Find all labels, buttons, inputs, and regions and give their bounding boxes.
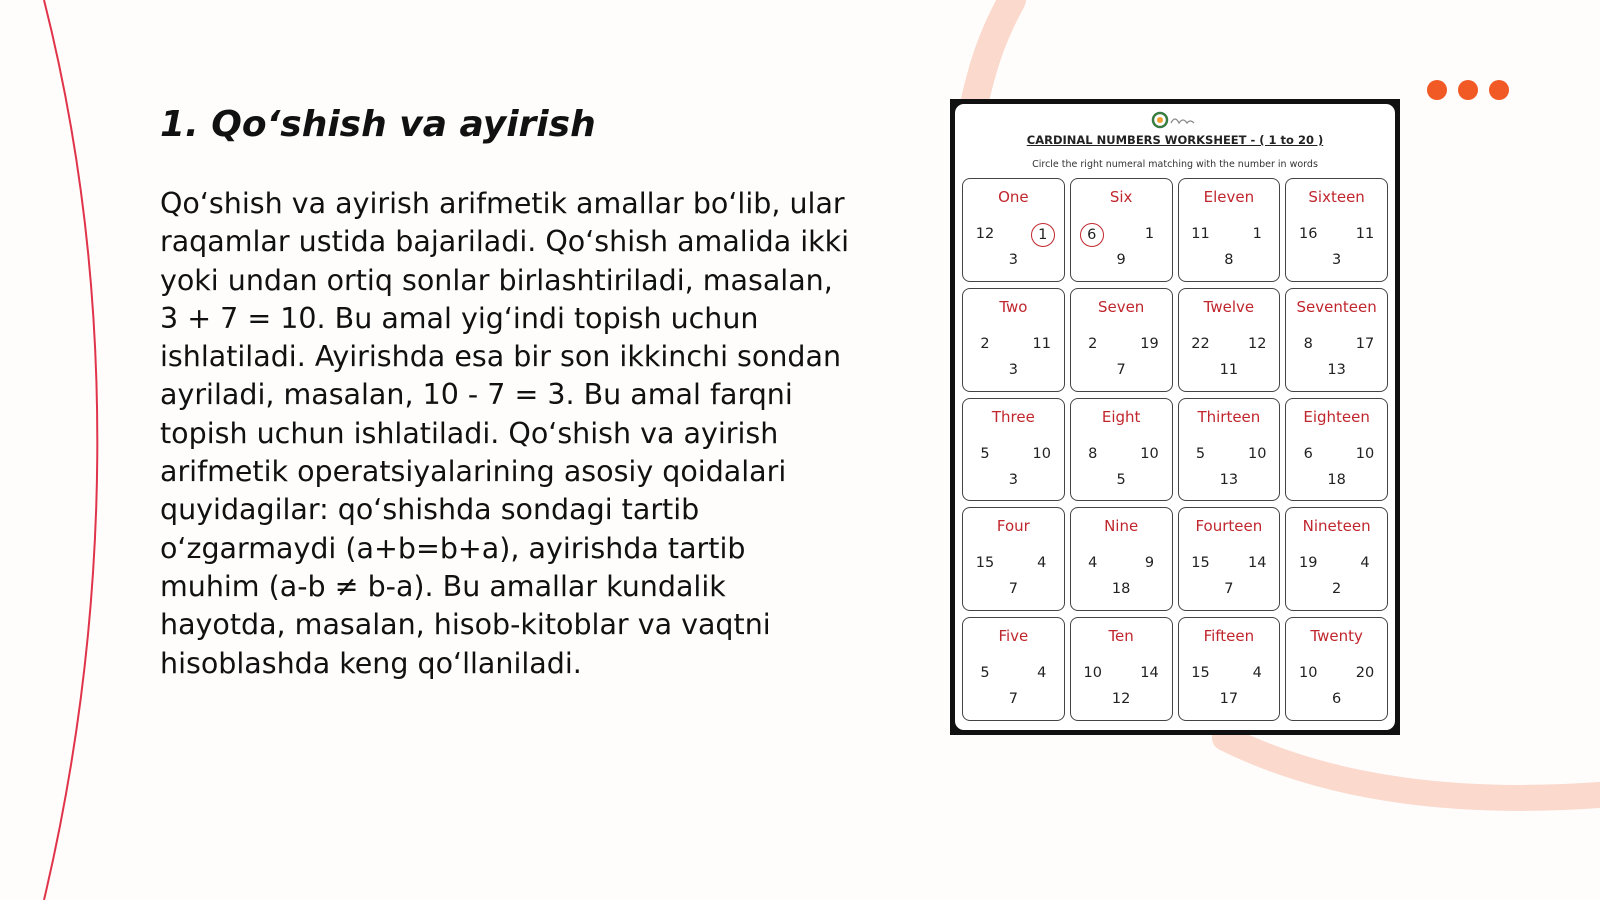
worksheet-image	[950, 99, 1400, 735]
cell-number-right: 17	[1355, 335, 1375, 352]
cell-number-bottom: 7	[1008, 581, 1018, 598]
worksheet-cell	[962, 617, 1065, 721]
cell-word: Twenty	[1310, 627, 1363, 646]
cell-number-left: 6	[1080, 223, 1104, 247]
worksheet-logo-icon	[1151, 111, 1197, 129]
cell-number-right: 10	[1032, 445, 1051, 462]
dot	[1489, 80, 1509, 100]
cell-number-bottom: 11	[1219, 361, 1239, 378]
cell-word: Fourteen	[1195, 517, 1263, 536]
bottom-arc	[1225, 738, 1600, 798]
cell-word: Nine	[1104, 517, 1139, 536]
cell-number-right: 12	[1248, 335, 1267, 352]
cell-number-bottom: 3	[1008, 361, 1018, 378]
cell-word: Three	[991, 407, 1035, 426]
cell-word: Two	[999, 297, 1028, 316]
cell-number-right: 4	[1252, 665, 1262, 682]
worksheet-cell	[1070, 398, 1173, 502]
worksheet-cell	[1070, 178, 1173, 282]
cell-word: Sixteen	[1308, 188, 1365, 206]
worksheet-instruction: Circle the right numeral matching with the number in words	[1032, 159, 1318, 170]
cell-word: Five	[998, 627, 1029, 646]
cell-number-right: 9	[1144, 555, 1155, 572]
cell-number-right: 4	[1037, 665, 1047, 682]
cell-number-right: 20	[1355, 665, 1375, 682]
cell-number-right: 4	[1037, 555, 1047, 572]
cell-number-bottom: 17	[1219, 691, 1239, 708]
cell-word: One	[998, 188, 1029, 206]
cell-number-right: 19	[1140, 335, 1159, 352]
worksheet-cell	[1285, 288, 1388, 392]
worksheet-cell	[1070, 288, 1173, 392]
cell-number-left: 11	[1191, 226, 1210, 242]
slide-body-text: Qo‘shish va ayirish arifmetik amallar bo‘lib, ular raqamlar ustida bajariladi. Qo‘shish amalida ikki yoki undan ortiq sonlar birlashtiriladi, masalan, 3 + 7 = 10. Bu amal yig‘indi topish uchun ishlatiladi. Ayirishda esa bir son ikkinchi sondan ayriladi, masalan, 10 - 7 = 3. Bu amal farqni topish uchun ishlatiladi. Qo‘shish va ayirish arifmetik operatsiyalarining asosiy qoidalari quyidagilar: qo‘shishda sondagi tartib o‘zgarmaydi (a+b=b+a), ayirishda tartib muhim (a-b ≠ b-a). Bu amallar kundalik hayotda, masalan, hisob-kitoblar va vaqtni hisoblashda keng qo‘llaniladi.	[160, 187, 850, 680]
slide-title: 1. Qo‘shish va ayirish	[160, 104, 596, 145]
cell-number-right: 11	[1032, 335, 1051, 352]
cell-word: Four	[996, 517, 1030, 536]
cell-number-bottom: 6	[1332, 691, 1342, 708]
worksheet-title: CARDINAL NUMBERS WORKSHEET - ( 1 to 20 )	[1026, 133, 1324, 147]
cell-word: Eight	[1101, 407, 1141, 426]
cell-number-right: 10	[1248, 445, 1267, 462]
cell-number-right: 14	[1248, 555, 1267, 572]
worksheet-cell	[1285, 398, 1388, 502]
cell-number-left: 15	[975, 555, 995, 572]
cell-number-left: 5	[980, 665, 990, 682]
worksheet-cell	[1178, 507, 1281, 611]
cell-number-right: 4	[1360, 555, 1370, 572]
cell-word: Seventeen	[1296, 297, 1377, 316]
worksheet-cell	[1285, 507, 1388, 611]
cell-number-bottom: 7	[1224, 581, 1234, 598]
cell-word: Ten	[1108, 627, 1134, 646]
slide-dots	[1427, 80, 1509, 100]
cell-number-left: 12	[975, 226, 995, 242]
worksheet-grid	[962, 178, 1388, 721]
worksheet-cell	[1178, 398, 1281, 502]
cell-number-bottom: 2	[1332, 581, 1342, 598]
cell-number-left: 10	[1299, 665, 1318, 682]
cell-number-left: 10	[1083, 665, 1102, 682]
cell-number-right: 14	[1140, 665, 1159, 682]
cell-number-left: 22	[1191, 335, 1210, 352]
cell-number-left: 8	[1303, 335, 1313, 352]
cell-number-left: 8	[1088, 445, 1098, 462]
cell-word: Twelve	[1203, 297, 1255, 316]
cell-word: Seven	[1097, 297, 1145, 316]
cell-number-bottom: 13	[1219, 471, 1239, 488]
top-arc	[975, 0, 1012, 100]
cell-number-bottom: 3	[1332, 252, 1342, 268]
cell-number-right: 1	[1144, 226, 1155, 242]
worksheet-cell	[1178, 288, 1281, 392]
cell-number-left: 5	[1195, 445, 1206, 462]
cell-word: Fifteen	[1203, 627, 1255, 646]
cell-word: Eleven	[1203, 188, 1255, 206]
worksheet-cell	[962, 398, 1065, 502]
cell-number-bottom: 5	[1116, 471, 1126, 488]
cell-number-bottom: 8	[1224, 252, 1234, 268]
worksheet-cell	[1285, 617, 1388, 721]
cell-number-left: 6	[1303, 445, 1313, 462]
dot	[1458, 80, 1478, 100]
cell-number-left: 2	[980, 335, 990, 352]
cell-number-left: 16	[1299, 226, 1318, 242]
worksheet-cell	[962, 178, 1065, 282]
cell-number-bottom: 18	[1327, 471, 1346, 488]
cell-number-right: 10	[1355, 445, 1375, 462]
worksheet-sheet	[955, 104, 1395, 730]
worksheet-cell	[1178, 617, 1281, 721]
cell-number-bottom: 3	[1008, 252, 1018, 268]
worksheet-cell	[962, 507, 1065, 611]
worksheet-cell	[1285, 178, 1388, 282]
cell-number-bottom: 9	[1116, 252, 1126, 268]
cell-number-bottom: 7	[1116, 361, 1126, 378]
cell-number-bottom: 18	[1111, 581, 1131, 598]
cell-word: Six	[1109, 188, 1133, 206]
cell-number-bottom: 13	[1327, 361, 1346, 378]
cell-number-left: 2	[1088, 335, 1098, 352]
dot	[1427, 80, 1447, 100]
cell-number-right: 10	[1140, 445, 1159, 462]
cell-number-bottom: 7	[1008, 691, 1018, 708]
cell-number-bottom: 12	[1111, 691, 1131, 708]
cell-number-left: 19	[1299, 555, 1318, 572]
cell-number-left: 15	[1191, 555, 1210, 572]
cell-number-left: 15	[1191, 665, 1210, 682]
cell-number-right: 1	[1252, 226, 1262, 242]
cell-word: Eighteen	[1303, 407, 1370, 426]
worksheet-cell	[962, 288, 1065, 392]
cell-number-right: 1	[1031, 223, 1055, 247]
worksheet-cell	[1070, 617, 1173, 721]
cell-number-right: 11	[1355, 226, 1375, 242]
worksheet-cell	[1070, 507, 1173, 611]
cell-number-left: 5	[980, 445, 990, 462]
left-curve-line	[44, 0, 97, 900]
cell-number-left: 4	[1088, 555, 1098, 572]
cell-number-bottom: 3	[1008, 471, 1018, 488]
worksheet-cell	[1178, 178, 1281, 282]
cell-word: Nineteen	[1302, 517, 1371, 536]
cell-word: Thirteen	[1197, 407, 1261, 426]
